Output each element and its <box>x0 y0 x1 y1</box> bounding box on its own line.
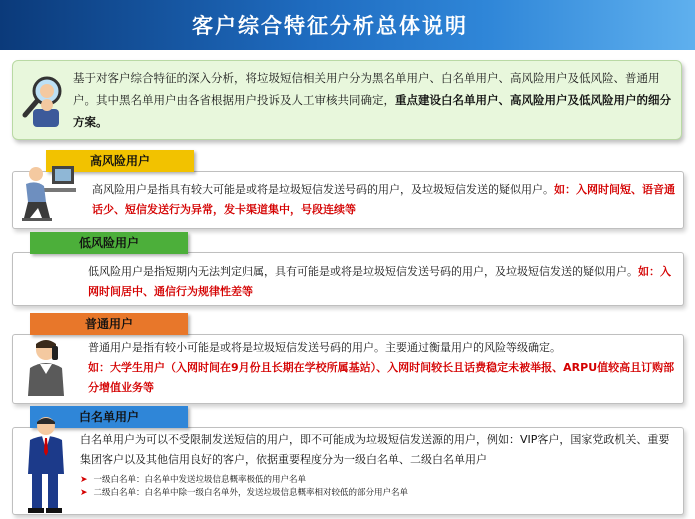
intro-text-bold: 重点建设白名单用户、高风险用户及低风险用户的细分方案。 <box>73 93 671 129</box>
low-risk-desc: 低风险用户是指短期内无法判定归属，具有可能是或将是垃圾短信发送号码的用户，及垃圾短信发送的疑似用户。 <box>88 265 638 278</box>
arrow-icon: ➤ <box>80 475 88 485</box>
page-title: 客户综合特征分析总体说明 <box>192 14 468 38</box>
businessman-icon <box>16 412 74 516</box>
high-risk-text <box>92 180 677 220</box>
intro-text-plain: 基于对客户综合特征的深入分析，将垃圾短信相关用户分为黑名单用户、白名单用户、高风险用户及低风险、普通用户。其中黑名单用户由各省根据用户投诉及人工审核共同确定， <box>73 71 660 107</box>
high-risk-example: 如：入网时间短、语音通话少、短信发送行为异常，发卡渠道集中，号段连续等 <box>92 183 675 216</box>
high-risk-desc: 高风险用户是指具有较大可能是或将是垃圾短信发送号码的用户，及垃圾短信发送的疑似用户。 <box>92 183 554 196</box>
normal-user-example: 如：大学生用户（入网时间在9月份且长期在学校所属基站）、入网时间较长且话费稳定未被举报、ARPU值较高且订购部分增值业务等 <box>88 361 675 394</box>
intro-box <box>12 60 682 140</box>
desk-worker-icon <box>16 160 78 226</box>
whitelist-desc: 白名单用户为可以不受限制发送短信的用户，即不可能成为垃圾短信发送源的用户，例如：VIP客户，国家党政机关、重要集团客户以及其他信用良好的客户，依据重要程度分为一级白名单、二级白名单用户 <box>80 433 670 466</box>
whitelist-sub1 <box>80 474 678 486</box>
whitelist-sub2-text: 二级白名单：白名单中除一级白名单外，发送垃圾信息概率相对较低的部分用户名单 <box>93 488 409 498</box>
whitelist-label: 白名单用户 <box>30 406 188 428</box>
whitelist-sub2 <box>80 487 678 499</box>
whitelist-sub1-text: 一级白名单：白名单中发送垃圾信息概率极低的用户名单 <box>93 475 307 485</box>
low-risk-example: 如：入网时间居中、通信行为规律性差等 <box>88 265 671 298</box>
normal-user-text <box>88 338 678 398</box>
normal-user-label: 普通用户 <box>30 313 188 335</box>
high-risk-label: 高风险用户 <box>46 150 194 172</box>
phone-caller-icon <box>20 334 72 398</box>
magnifier-person-icon <box>17 71 69 129</box>
title-banner <box>0 0 695 50</box>
arrow-icon: ➤ <box>80 488 88 498</box>
low-risk-label: 低风险用户 <box>30 232 188 254</box>
intro-text <box>73 67 673 133</box>
low-risk-text <box>88 262 676 302</box>
normal-user-desc: 普通用户是指有较小可能是或将是垃圾短信发送号码的用户。主要通过衡量用户的风险等级确定。 <box>88 341 561 354</box>
